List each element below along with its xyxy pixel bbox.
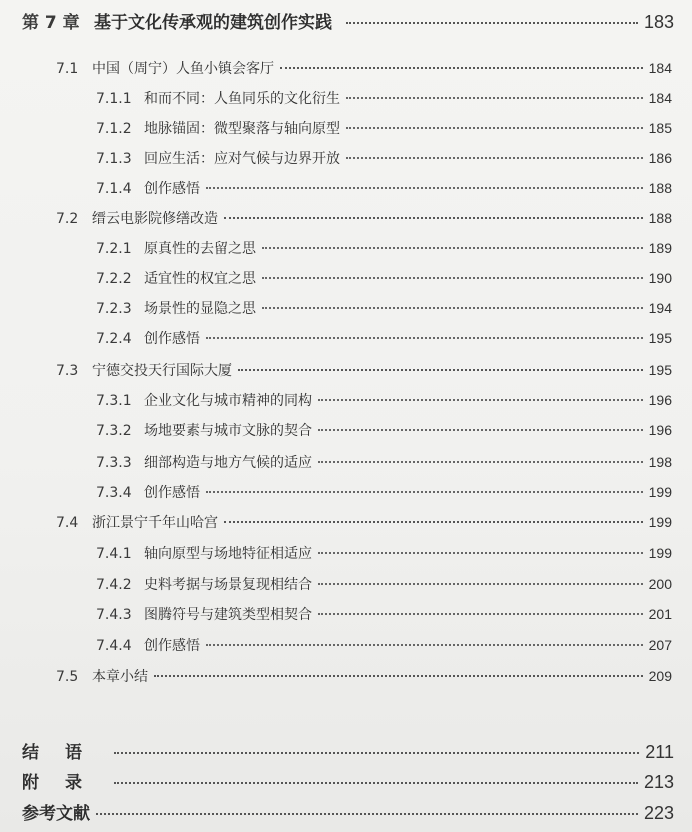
- subsection-title: 场景性的显隐之思: [144, 301, 256, 317]
- dot-leader: [318, 399, 643, 401]
- section-page: 199: [648, 514, 672, 530]
- subsection-title: 适宜性的权宜之思: [144, 271, 256, 287]
- section-title: 缙云电影院修缮改造: [92, 211, 218, 227]
- section-page: 209: [648, 668, 672, 684]
- dot-leader: [114, 782, 638, 784]
- subsection-title: 地脉锚固：微型聚落与轴向原型: [144, 121, 340, 137]
- subsection-title: 和而不同：人鱼同乐的文化衍生: [144, 91, 340, 107]
- subsection-number: 7.3.2: [96, 423, 132, 439]
- chapter-number: 第 7 章: [22, 13, 80, 33]
- subsection-title: 回应生活：应对气候与边界开放: [144, 151, 340, 167]
- subsection-number: 7.3.1: [96, 393, 132, 409]
- toc-subsection-entry[interactable]: [96, 635, 672, 659]
- dot-leader: [318, 583, 643, 585]
- backmatter-title: 附录: [22, 773, 108, 793]
- subsection-title: 细部构造与地方气候的适应: [144, 455, 312, 471]
- toc-backmatter-entry[interactable]: [22, 799, 674, 827]
- toc-backmatter-entry[interactable]: [22, 768, 674, 796]
- dot-leader: [206, 187, 643, 189]
- subsection-number: 7.2.4: [96, 331, 132, 347]
- subsection-page: 185: [648, 120, 672, 136]
- backmatter-page: 213: [643, 772, 674, 792]
- backmatter-title: 结语: [22, 743, 108, 763]
- toc-section-entry[interactable]: [56, 58, 672, 82]
- section-title: 宁德交投天行国际大厦: [92, 363, 232, 379]
- backmatter-title: 参考文献: [22, 804, 90, 824]
- subsection-number: 7.4.3: [96, 607, 132, 623]
- backmatter-page: 223: [643, 803, 674, 823]
- subsection-title: 创作感悟: [144, 485, 200, 501]
- subsection-number: 7.3.3: [96, 455, 132, 471]
- subsection-number: 7.4.1: [96, 546, 132, 562]
- dot-leader: [346, 127, 643, 129]
- toc-section-entry[interactable]: [56, 512, 672, 536]
- subsection-title: 轴向原型与场地特征相适应: [144, 546, 312, 562]
- dot-leader: [280, 67, 643, 69]
- dot-leader: [318, 461, 643, 463]
- subsection-page: 188: [648, 180, 672, 196]
- chapter-page: 183: [643, 12, 674, 32]
- subsection-page: 198: [648, 454, 672, 470]
- section-page: 195: [648, 362, 672, 378]
- subsection-number: 7.1.2: [96, 121, 132, 137]
- toc-section-entry[interactable]: [56, 208, 672, 232]
- dot-leader: [114, 752, 639, 754]
- subsection-title: 企业文化与城市精神的同构: [144, 393, 312, 409]
- toc-section-entry[interactable]: [56, 666, 672, 690]
- subsection-title: 原真性的去留之思: [144, 241, 256, 257]
- section-number: 7.4: [56, 515, 79, 531]
- toc-subsection-entry[interactable]: [96, 148, 672, 172]
- subsection-page: 199: [648, 545, 672, 561]
- section-number: 7.3: [56, 363, 79, 379]
- toc-subsection-entry[interactable]: [96, 390, 672, 414]
- toc-subsection-entry[interactable]: [96, 268, 672, 292]
- dot-leader: [346, 157, 643, 159]
- subsection-title: 创作感悟: [144, 181, 200, 197]
- toc-subsection-entry[interactable]: [96, 420, 672, 444]
- toc-subsection-entry[interactable]: [96, 604, 672, 628]
- subsection-title: 史料考据与场景复现相结合: [144, 577, 312, 593]
- subsection-page: 194: [648, 300, 672, 316]
- dot-leader: [346, 97, 643, 99]
- dot-leader: [154, 675, 643, 677]
- subsection-number: 7.2.2: [96, 271, 132, 287]
- toc-section-entry[interactable]: [56, 360, 672, 384]
- toc-subsection-entry[interactable]: [96, 482, 672, 506]
- subsection-number: 7.4.2: [96, 577, 132, 593]
- subsection-number: 7.3.4: [96, 485, 132, 501]
- section-title: 中国（周宁）人鱼小镇会客厅: [92, 61, 274, 77]
- section-number: 7.1: [56, 61, 79, 77]
- subsection-title: 场地要素与城市文脉的契合: [144, 423, 312, 439]
- dot-leader: [206, 491, 643, 493]
- subsection-title: 图腾符号与建筑类型相契合: [144, 607, 312, 623]
- subsection-number: 7.4.4: [96, 638, 132, 654]
- dot-leader: [238, 369, 643, 371]
- toc-backmatter-entry[interactable]: [22, 738, 674, 766]
- subsection-page: 196: [648, 422, 672, 438]
- toc-subsection-entry[interactable]: [96, 88, 672, 112]
- dot-leader: [224, 217, 643, 219]
- subsection-page: 195: [648, 330, 672, 346]
- section-number: 7.5: [56, 669, 79, 685]
- section-title: 浙江景宁千年山哈宫: [92, 515, 218, 531]
- subsection-title: 创作感悟: [144, 331, 200, 347]
- dot-leader: [262, 307, 643, 309]
- section-number: 7.2: [56, 211, 79, 227]
- toc-subsection-entry[interactable]: [96, 178, 672, 202]
- subsection-page: 207: [648, 637, 672, 653]
- subsection-page: 184: [648, 90, 672, 106]
- dot-leader: [262, 247, 643, 249]
- subsection-number: 7.2.1: [96, 241, 132, 257]
- subsection-page: 186: [648, 150, 672, 166]
- section-page: 188: [648, 210, 672, 226]
- dot-leader: [206, 337, 643, 339]
- toc-subsection-entry[interactable]: [96, 298, 672, 322]
- dot-leader: [346, 22, 638, 24]
- toc-subsection-entry[interactable]: [96, 452, 672, 476]
- subsection-page: 190: [648, 270, 672, 286]
- toc-subsection-entry[interactable]: [96, 328, 672, 352]
- subsection-page: 201: [648, 606, 672, 622]
- subsection-number: 7.1.4: [96, 181, 132, 197]
- dot-leader: [96, 813, 638, 815]
- toc-subsection-entry[interactable]: [96, 238, 672, 262]
- backmatter-page: 211: [645, 742, 674, 762]
- dot-leader: [318, 552, 643, 554]
- dot-leader: [262, 277, 643, 279]
- subsection-page: 196: [648, 392, 672, 408]
- subsection-title: 创作感悟: [144, 638, 200, 654]
- section-page: 184: [648, 60, 672, 76]
- toc-chapter-entry[interactable]: [22, 8, 674, 36]
- toc-subsection-entry[interactable]: [96, 574, 672, 598]
- dot-leader: [318, 613, 643, 615]
- toc-subsection-entry[interactable]: [96, 118, 672, 142]
- subsection-page: 200: [648, 576, 672, 592]
- chapter-title: 基于文化传承观的建筑创作实践: [94, 13, 332, 33]
- subsection-page: 199: [648, 484, 672, 500]
- subsection-number: 7.1.1: [96, 91, 132, 107]
- dot-leader: [224, 521, 643, 523]
- subsection-page: 189: [648, 240, 672, 256]
- subsection-number: 7.2.3: [96, 301, 132, 317]
- dot-leader: [206, 644, 643, 646]
- subsection-number: 7.1.3: [96, 151, 132, 167]
- section-title: 本章小结: [92, 669, 148, 685]
- dot-leader: [318, 429, 643, 431]
- toc-subsection-entry[interactable]: [96, 543, 672, 567]
